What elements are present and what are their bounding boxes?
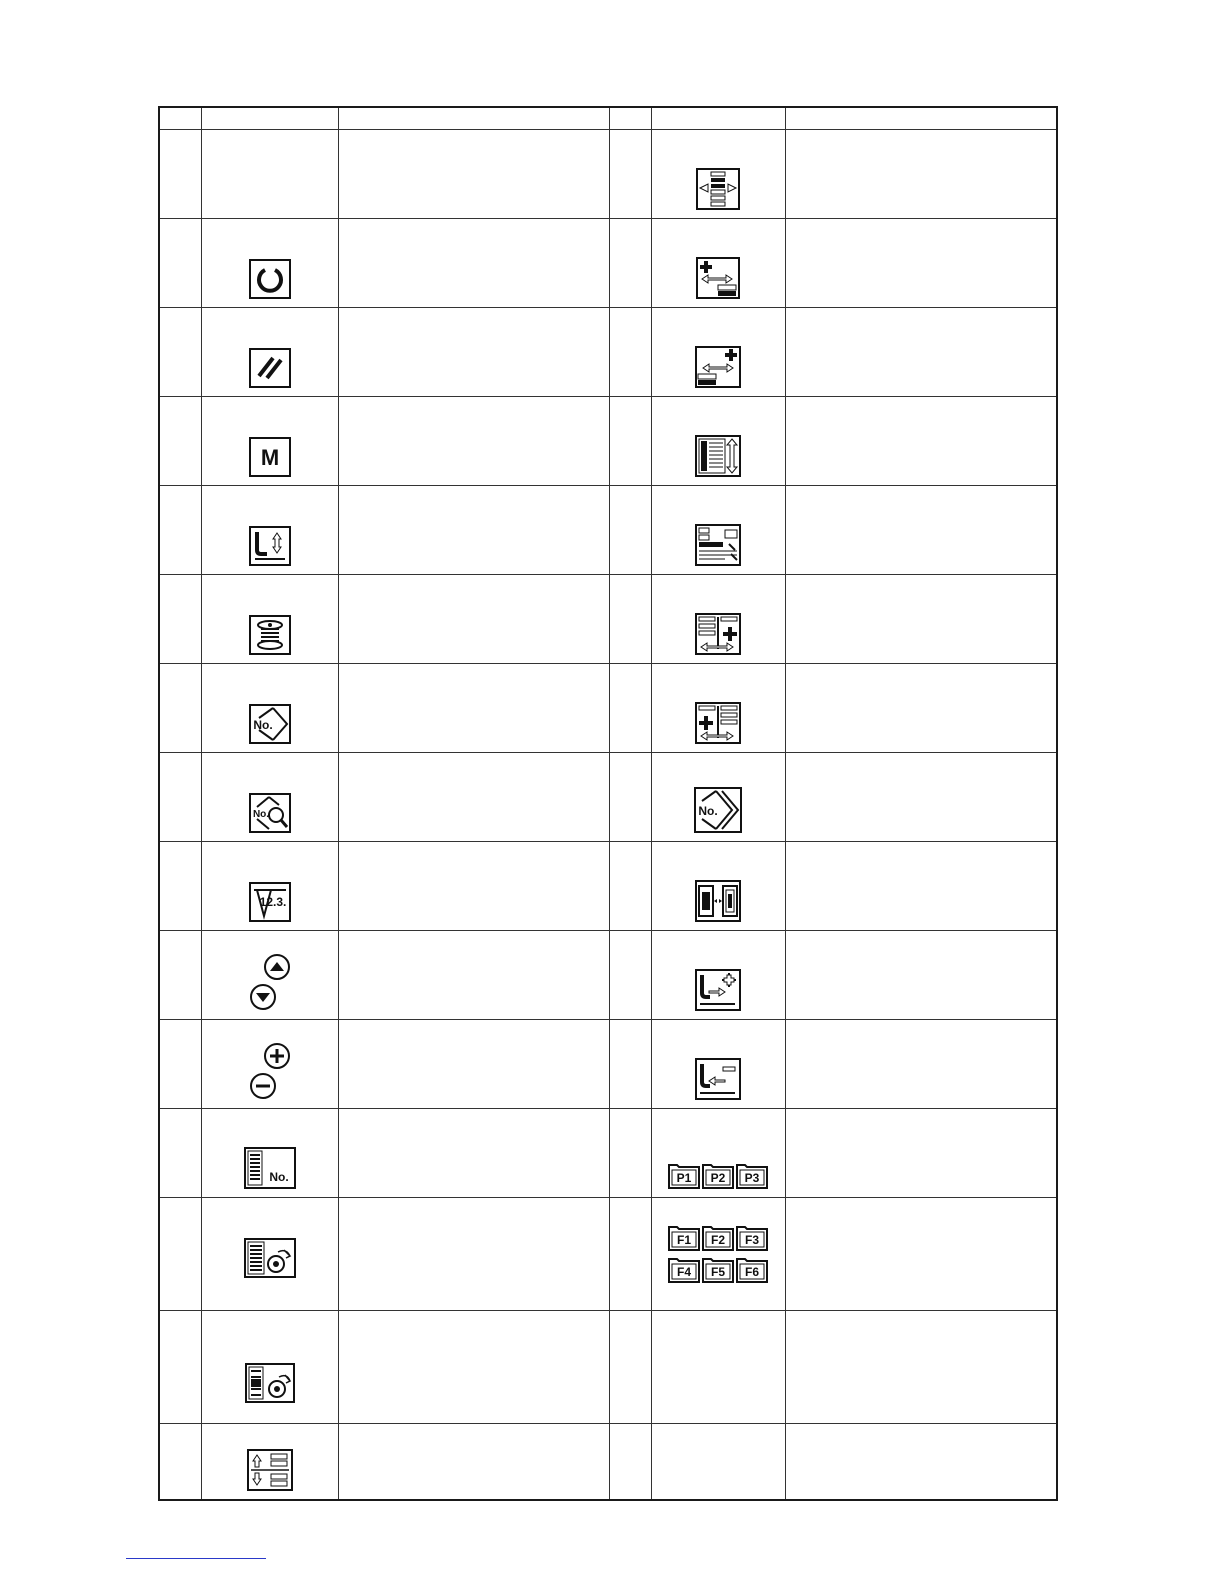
- table-row: [159, 486, 1057, 575]
- p2-folder-icon[interactable]: [703, 1165, 733, 1188]
- pattern-copy-icon[interactable]: [695, 880, 741, 922]
- f3-label: F3: [744, 1233, 760, 1247]
- p-folders-icon: [668, 1161, 768, 1189]
- no-label: No.: [252, 809, 269, 820]
- f2-folder-icon[interactable]: [703, 1227, 733, 1250]
- f1-label: F1: [676, 1233, 692, 1247]
- f5-folder-icon[interactable]: [703, 1259, 733, 1282]
- thread-tension-list-icon[interactable]: [245, 1363, 295, 1403]
- col-header: [785, 107, 1057, 130]
- footer-link-underline[interactable]: [126, 1558, 266, 1559]
- needle-center-icon[interactable]: [247, 1449, 293, 1491]
- number-select-icon[interactable]: [249, 704, 291, 744]
- memory-switch-icon[interactable]: [249, 437, 291, 477]
- col-header: [651, 107, 785, 130]
- col-header: [338, 107, 609, 130]
- table-row: [159, 1424, 1057, 1501]
- table-row: [159, 397, 1057, 486]
- p2-label: P2: [710, 1171, 726, 1185]
- table-row: [159, 575, 1057, 664]
- icon-table: [158, 106, 1058, 1501]
- f-folders-icon: [668, 1223, 768, 1287]
- no-label: No.: [252, 718, 273, 732]
- reset-icon[interactable]: [249, 259, 291, 299]
- list-scroll-icon[interactable]: [695, 435, 741, 477]
- f4-label: F4: [676, 1265, 692, 1279]
- table-row: [159, 1020, 1057, 1109]
- table-row: [159, 842, 1057, 931]
- f3-folder-icon[interactable]: [737, 1227, 767, 1250]
- f6-label: F6: [744, 1265, 760, 1279]
- up-down-arrows-icon[interactable]: [249, 953, 291, 1011]
- table-row: [159, 1198, 1057, 1311]
- no-label: No.: [268, 1170, 289, 1184]
- insert-point-after-icon[interactable]: [695, 346, 741, 388]
- bobbin-winder-icon[interactable]: [249, 615, 291, 655]
- p3-folder-icon[interactable]: [737, 1165, 767, 1188]
- counter-icon[interactable]: [249, 882, 291, 922]
- add-step-before-icon[interactable]: [695, 702, 741, 744]
- step-edit-icon[interactable]: [695, 524, 741, 566]
- no-label: No.: [698, 804, 718, 818]
- move-point-add-icon[interactable]: [695, 969, 741, 1011]
- col-header: [201, 107, 338, 130]
- header-row: [159, 107, 1057, 130]
- counter-label: 12.3.: [259, 895, 286, 909]
- cancel-icon[interactable]: [249, 348, 291, 388]
- table-row: [159, 219, 1057, 308]
- table-row: [159, 931, 1057, 1020]
- f1-folder-icon[interactable]: [669, 1227, 699, 1250]
- f4-folder-icon[interactable]: [669, 1259, 699, 1282]
- col-header: [609, 107, 651, 130]
- move-point-delete-icon[interactable]: [695, 1058, 741, 1100]
- m-label: M: [260, 445, 279, 470]
- list-number-icon[interactable]: [244, 1147, 296, 1189]
- table-row: [159, 753, 1057, 842]
- plus-minus-icon[interactable]: [249, 1042, 291, 1100]
- table-row: [159, 664, 1057, 753]
- p3-label: P3: [744, 1171, 760, 1185]
- table-row: [159, 130, 1057, 219]
- number-next-icon[interactable]: [694, 787, 742, 833]
- table-row: [159, 308, 1057, 397]
- needle-bar-position-icon[interactable]: [696, 168, 740, 210]
- f5-label: F5: [710, 1265, 726, 1279]
- table-row: [159, 1109, 1057, 1198]
- p1-folder-icon[interactable]: [669, 1165, 699, 1188]
- col-header: [159, 107, 201, 130]
- presser-up-down-icon[interactable]: [249, 526, 291, 566]
- p1-label: P1: [676, 1171, 692, 1185]
- f2-label: F2: [710, 1233, 726, 1247]
- thread-tension-icon[interactable]: [244, 1238, 296, 1278]
- add-step-after-icon[interactable]: [695, 613, 741, 655]
- number-search-icon[interactable]: [249, 793, 291, 833]
- insert-point-before-icon[interactable]: [696, 257, 740, 299]
- table-row: [159, 1311, 1057, 1424]
- f6-folder-icon[interactable]: [737, 1259, 767, 1282]
